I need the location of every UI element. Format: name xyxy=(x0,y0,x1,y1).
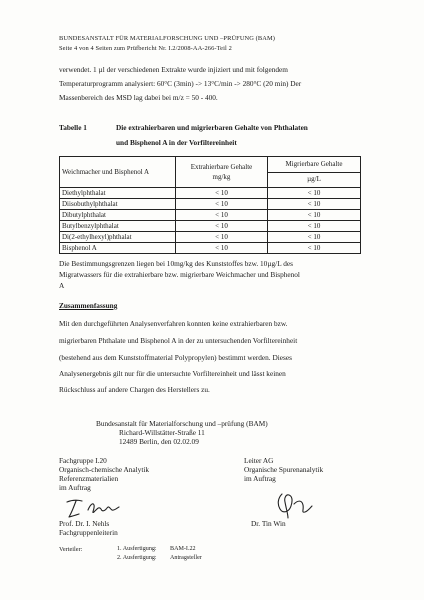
report-header-institution: BUNDESANSTALT FÜR MATERIALFORSCHUNG UND –PRÜFUNG (BAM) xyxy=(59,35,275,42)
migratable-value: < 10 xyxy=(268,232,361,243)
substance-name: Di(2-ethylhexyl)phthalat xyxy=(60,232,176,243)
address-street: Richard-Willstätter-Straße 11 xyxy=(119,428,205,437)
extractable-value: < 10 xyxy=(176,232,268,243)
left-signer-role: Fachgruppenleiterin xyxy=(59,528,118,537)
substance-name: Bisphenol A xyxy=(60,243,176,254)
migratable-header-unit: µg/L xyxy=(268,172,361,188)
substance-name: Diisobuthylphthalat xyxy=(60,199,176,210)
summary-line-5: Rückschluss auf andere Chargen des Herstellers zu. xyxy=(59,385,210,394)
substance-name: Butylbenzylphthalat xyxy=(60,221,176,232)
migratable-value: < 10 xyxy=(268,199,361,210)
left-block-division: Referenzmaterialien xyxy=(59,474,119,483)
table-row xyxy=(60,210,361,221)
left-block-on-behalf: im Auftrag xyxy=(59,483,91,492)
table-row xyxy=(60,199,361,210)
column-header-extractable xyxy=(176,157,268,188)
table-caption-label: Tabelle 1 xyxy=(59,123,87,132)
right-block-title: Leiter AG xyxy=(244,456,274,465)
summary-line-1: Mit den durchgeführten Analysenverfahren konnten keine extrahierbaren bzw. xyxy=(59,319,288,328)
migratable-value: < 10 xyxy=(268,221,361,232)
summary-heading: Zusammenfassung xyxy=(59,301,118,310)
migratable-value: < 10 xyxy=(268,243,361,254)
column-header-migratable: Migrierbare Gehalte xyxy=(268,157,361,173)
distribution-recipient-1: BAM-I.22 xyxy=(170,546,196,552)
extractable-value: < 10 xyxy=(176,243,268,254)
left-signer-name: Prof. Dr. I. Nehls xyxy=(59,519,110,528)
intro-line-3: Massenbereich des MSD lag dabei bei m/z = 50 - 400. xyxy=(59,93,218,102)
migratable-value: < 10 xyxy=(268,188,361,199)
distribution-label: Verteiler: xyxy=(59,546,83,553)
extractable-value: < 10 xyxy=(176,188,268,199)
table-caption-title-line-2: und Bisphenol A in der Vorfiltereinheit xyxy=(116,138,237,147)
table-row xyxy=(60,221,361,232)
report-header-page-info: Seite 4 von 4 Seiten zum Prüfbericht Nr. I.2/2008-AA-266-Teil 2 xyxy=(59,45,232,52)
table-header-row xyxy=(60,157,361,173)
address-city-date: 12489 Berlin, den 02.02.09 xyxy=(119,437,199,446)
column-header-substance: Weichmacher und Bisphenol A xyxy=(60,157,176,188)
extractable-header-label: Extrahierbare Gehalte xyxy=(190,163,253,171)
phthalate-results-table xyxy=(59,156,361,254)
signature-win xyxy=(272,490,316,520)
right-block-group: Organische Spurenanalytik xyxy=(244,465,324,474)
extractable-value: < 10 xyxy=(176,199,268,210)
migratable-value: < 10 xyxy=(268,210,361,221)
right-block-on-behalf: im Auftrag xyxy=(244,474,276,483)
distribution-copy-1: 1. Ausfertigung: xyxy=(117,546,157,552)
detection-limit-note-line-2: Migratwassers für die extrahierbare bzw. migrierbare Weichmacher und Bisphenol xyxy=(59,270,300,279)
summary-line-2: migrierbaren Phthalate und Bisphenol A in der zu untersuchenden Vorfiltereinheit xyxy=(59,336,298,345)
distribution-copy-2: 2. Ausfertigung: xyxy=(117,555,157,561)
table-row xyxy=(60,243,361,254)
intro-line-2: Temperaturprogramm analysiert: 60°C (3min) -> 13°C/min -> 280°C (20 min) Der xyxy=(59,79,302,88)
substance-name: Diethylphthalat xyxy=(60,188,176,199)
left-block-department: Organisch-chemische Analytik xyxy=(59,465,150,474)
summary-line-3: (bestehend aus dem Kunststoffmaterial Polypropylen) bestimmt werden. Dieses xyxy=(59,353,292,362)
intro-line-1: verwendet. 1 µl der verschiedenen Extrakte wurde injiziert und mit folgendem xyxy=(59,65,288,74)
detection-limit-note-line-1: Die Bestimmungsgrenzen liegen bei 10mg/kg des Kunststoffes bzw. 10µg/L des xyxy=(59,259,293,268)
summary-line-4: Analysenergebnis gilt nur für die untersuchte Vorfiltereinheit und lässt keinen xyxy=(59,369,286,378)
substance-name: Dibutylphthalat xyxy=(60,210,176,221)
distribution-recipient-2: Antragsteller xyxy=(170,555,202,561)
extractable-header-unit: mg/kg xyxy=(212,173,231,181)
extractable-value: < 10 xyxy=(176,210,268,221)
table-row xyxy=(60,188,361,199)
right-signer-name: Dr. Tin Win xyxy=(251,519,286,528)
table-caption-title-line-1: Die extrahierbaren und migrierbaren Gehalte von Phthalaten xyxy=(116,123,308,132)
extractable-value: < 10 xyxy=(176,221,268,232)
table-row xyxy=(60,232,361,243)
left-block-group: Fachgruppe I.20 xyxy=(59,456,107,465)
address-institution: Bundesanstalt für Materialforschung und –prüfung (BAM) xyxy=(96,419,268,428)
detection-limit-note-line-3: A xyxy=(59,281,65,290)
